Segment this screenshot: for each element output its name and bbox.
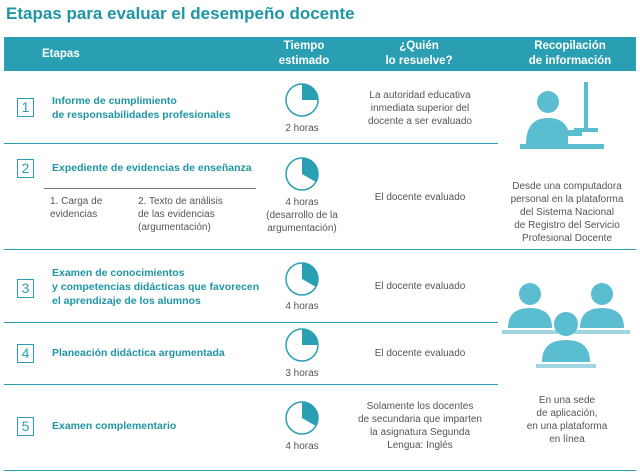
sub-step-label: 2. Texto de análisis de las evidencias (argumentación): [138, 196, 223, 233]
responsible-label: El docente evaluado: [374, 192, 466, 203]
stage-label: Planeación didáctica argumentada: [52, 347, 225, 359]
row-separator: [4, 143, 498, 144]
time-label: 2 horas: [285, 123, 319, 134]
header-quien: ¿Quién lo resuelve?: [385, 40, 453, 67]
time-label: 4 horas (desarrollo de la argumentación): [266, 197, 338, 234]
responsible-label: La autoridad educativa inmediata superior del docente a ser evaluado: [368, 90, 472, 127]
header-etapas: Etapas: [42, 48, 80, 60]
stage-label: Examen complementario: [52, 420, 177, 432]
stage-label: Informe de cumplimiento de responsabilidades profesionales: [52, 95, 231, 121]
time-pie-chart: [284, 261, 320, 297]
sede-collection-label: En una sede de aplicación, en una plataforma en línea: [526, 395, 608, 445]
sub-separator: [44, 188, 256, 189]
stage-number: 5: [17, 417, 34, 436]
stage-number: 3: [17, 279, 34, 298]
responsible-label: Solamente los docentes de secundaria que imparten la asignatura Segunda Lengua: Inglés: [358, 401, 482, 451]
row-separator: [4, 384, 498, 385]
row-separator: [4, 249, 636, 250]
stage-label: Expediente de evidencias de enseñanza: [52, 162, 252, 174]
time-label: 4 horas: [285, 301, 319, 312]
page-title: Etapas para evaluar el desempeño docente: [6, 4, 355, 23]
stage-number: 1: [17, 98, 34, 117]
row-separator: [4, 322, 498, 323]
computer-user-icon: [512, 78, 612, 158]
row-separator: [4, 470, 636, 471]
stage-label: Examen de conocimientos y competencias didácticas que favorecen el aprendizaje de los alumnos: [52, 267, 260, 307]
header-tiempo: Tiempo estimado: [278, 40, 330, 67]
stage-number: 4: [17, 344, 34, 363]
sub-step-label: 1. Carga de evidencias: [50, 196, 103, 220]
time-pie-chart: [284, 327, 320, 363]
pie-slice: [302, 329, 318, 345]
time-pie-chart: [284, 82, 320, 118]
computer-collection-label: Desde una computadora personal en la plataforma del Sistema Nacional de Registro del Servicio Profesional Docente: [510, 181, 624, 244]
responsible-label: El docente evaluado: [374, 281, 466, 292]
time-pie-chart: [284, 156, 320, 192]
time-label: 3 horas: [285, 368, 319, 379]
pie-slice: [302, 84, 318, 100]
stage-number: 2: [17, 159, 34, 178]
header-recopilacion: Recopilación de información: [528, 40, 612, 67]
time-label: 4 horas: [285, 441, 319, 452]
group-users-icon: [498, 276, 634, 372]
responsible-label: El docente evaluado: [374, 348, 466, 359]
time-pie-chart: [284, 400, 320, 436]
table-header: [4, 37, 636, 71]
